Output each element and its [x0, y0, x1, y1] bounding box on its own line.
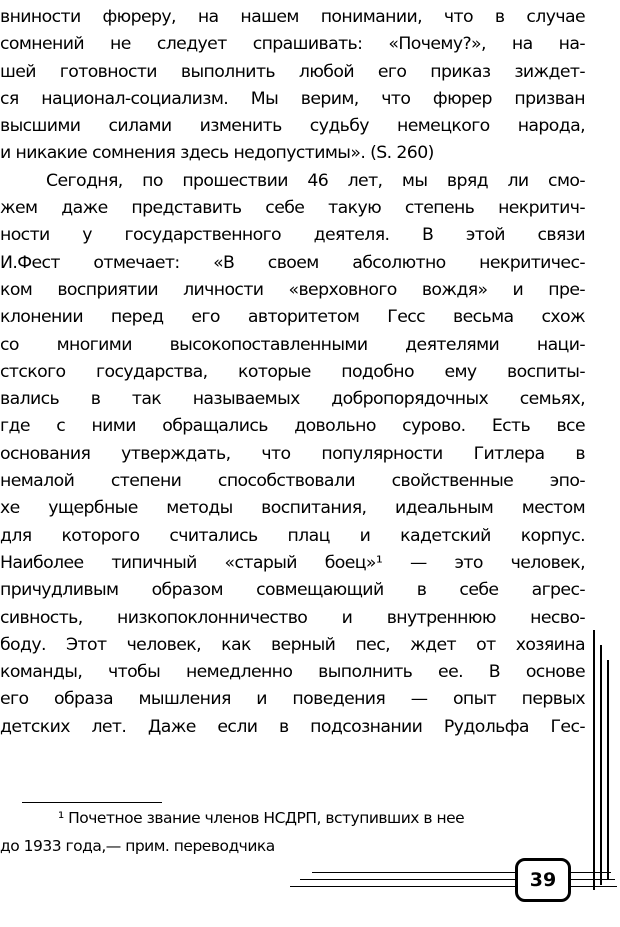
page-number-rule: [312, 872, 515, 873]
text-line: его образа мышления и поведения — опыт первых: [0, 689, 585, 710]
margin-rule: [593, 630, 595, 890]
text-line: клонении перед его авторитетом Гесс весьма схож: [0, 307, 585, 328]
text-line: со многими высокопоставленными деятелями наци-: [0, 334, 585, 355]
text-line: шей готовности выполнить любой его приказ зиждет-: [0, 61, 585, 82]
text-line: сивность, низкопоклонничество и внутреннюю несво-: [0, 607, 585, 628]
page-number: 39: [515, 858, 571, 902]
text-line: немалой степени способствовали свойственные эпо-: [0, 471, 585, 492]
page-number-rule: [571, 879, 615, 880]
text-line: ности у государственного деятеля. В этой связи: [0, 225, 585, 246]
text-line: стского государства, которые подобно ему воспиты-: [0, 361, 585, 382]
text-line: жем даже представить себе такую степень некритич-: [0, 198, 585, 219]
text-line: ком восприятии личности «верховного вождя» и пре-: [0, 279, 585, 300]
text-line: Наиболее типичный «старый боец»¹ — это человек,: [0, 552, 585, 573]
text-line: основания утверждать, что популярности Гитлера в: [0, 443, 585, 464]
text-line: детских лет. Даже если в подсознании Рудольфа Гес-: [0, 716, 585, 737]
text-line: Сегодня, по прошествии 46 лет, мы вряд ли смо-: [46, 170, 585, 191]
text-line: высшими силами изменить судьбу немецкого народа,: [0, 116, 585, 137]
margin-rule: [600, 645, 602, 885]
footnote-line: до 1933 года,— прим. переводчика: [0, 837, 275, 855]
text-line: где с ними обращались довольно сурово. Есть все: [0, 416, 585, 437]
text-line: команды, чтобы немедленно выполнить ее. В основе: [0, 662, 585, 683]
footnote: [0, 804, 585, 860]
page-number-rule: [571, 872, 611, 873]
text-line: для которого считались плац и кадетский корпус.: [0, 525, 585, 546]
footnote-divider: [22, 802, 162, 803]
page-number-rule: [571, 886, 617, 887]
footnote-line: ¹ Почетное звание членов НСДРП, вступивших в нее: [58, 809, 465, 827]
text-line: И.Фест отмечает: «В своем абсолютно некритичес-: [0, 252, 585, 273]
page-number-rule: [290, 886, 515, 887]
text-line: хе ущербные методы воспитания, идеальным местом: [0, 498, 585, 519]
margin-rule: [607, 660, 609, 880]
text-line: вались в так называемых добропорядочных семьях,: [0, 389, 585, 410]
text-line: боду. Этот человек, как верный пес, ждет от хозяина: [0, 634, 585, 655]
text-line: вниности фюреру, на нашем понимании, что в случае: [0, 7, 585, 27]
text-line: сомнений не следует спрашивать: «Почему?», на на-: [0, 34, 585, 55]
page-number-rule: [300, 879, 515, 880]
text-line: и никакие сомнения здесь недопустимы». (S. 260): [0, 143, 434, 164]
text-line: ся национал-социализм. Мы верим, что фюрер призван: [0, 88, 585, 109]
text-line: причудливым образом совмещающий в себе агрес-: [0, 580, 585, 601]
body-text: [0, 4, 585, 741]
